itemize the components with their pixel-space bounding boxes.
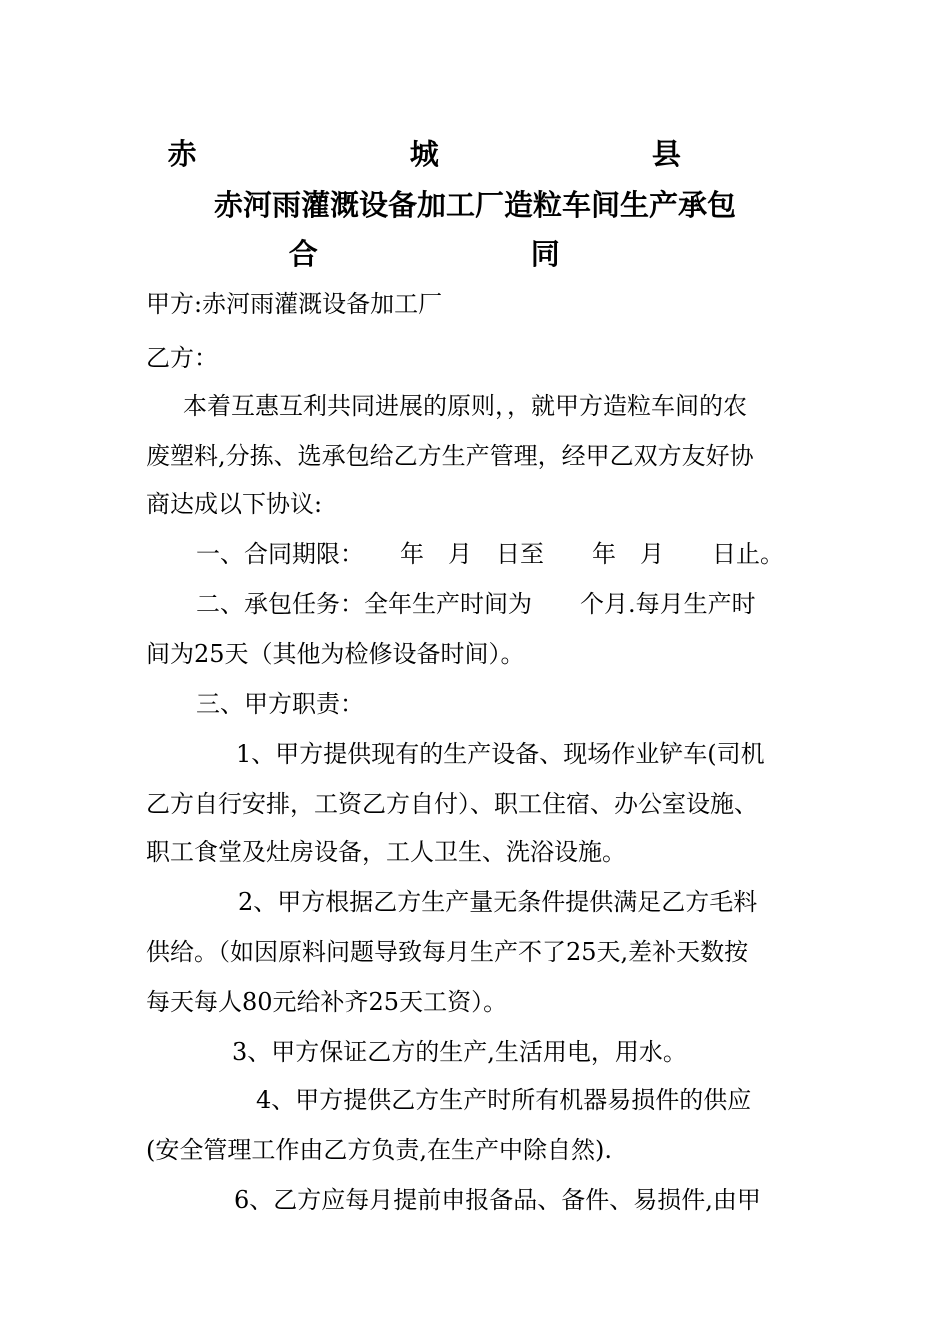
party-a-line: 甲方:赤河雨灌溉设备加工厂 xyxy=(146,290,443,318)
paragraph-line: 一、合同期限： 年 月 日至 年 月 日止。 xyxy=(196,540,784,568)
paragraph-line: 二、承包任务：全年生产时间为 个月.每月生产时 xyxy=(196,590,756,618)
paragraph-line: 商达成以下协议: xyxy=(146,490,323,518)
party-b-line: 乙方： xyxy=(146,344,218,372)
contract-title: 赤河雨灌溉设备加工厂造粒车间生产承包 xyxy=(213,188,736,222)
paragraph-line: 间为25天（其他为检修设备时间）。 xyxy=(146,640,525,668)
paragraph-line: 6、乙方应每月提前申报备品、备件、易损件,由甲 xyxy=(234,1186,761,1214)
paragraph-line: 废塑料,分拣、选承包给乙方生产管理，经甲乙双方友好协 xyxy=(146,442,754,470)
paragraph-line: 本着互惠互利共同进展的原则，，就甲方造粒车间的农 xyxy=(183,392,747,420)
section-heading: 三、甲方职责： xyxy=(196,690,364,718)
county-heading: 赤 城 县 xyxy=(167,137,783,171)
paragraph-line: 2、甲方根据乙方生产量无条件提供满足乙方毛料 xyxy=(238,888,758,916)
paragraph-line: 4、甲方提供乙方生产时所有机器易损件的供应 xyxy=(256,1086,752,1114)
doc-type-heading: 合 同 xyxy=(288,237,662,271)
paragraph-line: 职工食堂及灶房设备，工人卫生、洗浴设施。 xyxy=(146,838,626,866)
paragraph-line: 供给。（如因原料问题导致每月生产不了25天,差补天数按 xyxy=(146,938,749,966)
paragraph-line: 1、甲方提供现有的生产设备、现场作业铲车(司机 xyxy=(236,740,765,768)
paragraph-line: 乙方自行安排，工资乙方自付）、职工住宿、办公室设施、 xyxy=(146,790,758,818)
paragraph-line: 每天每人80元给补齐25天工资）。 xyxy=(146,988,508,1016)
paragraph-line: (安全管理工作由乙方负责,在生产中除自然). xyxy=(146,1136,612,1164)
paragraph-line: 3、甲方保证乙方的生产,生活用电，用水。 xyxy=(232,1038,687,1066)
